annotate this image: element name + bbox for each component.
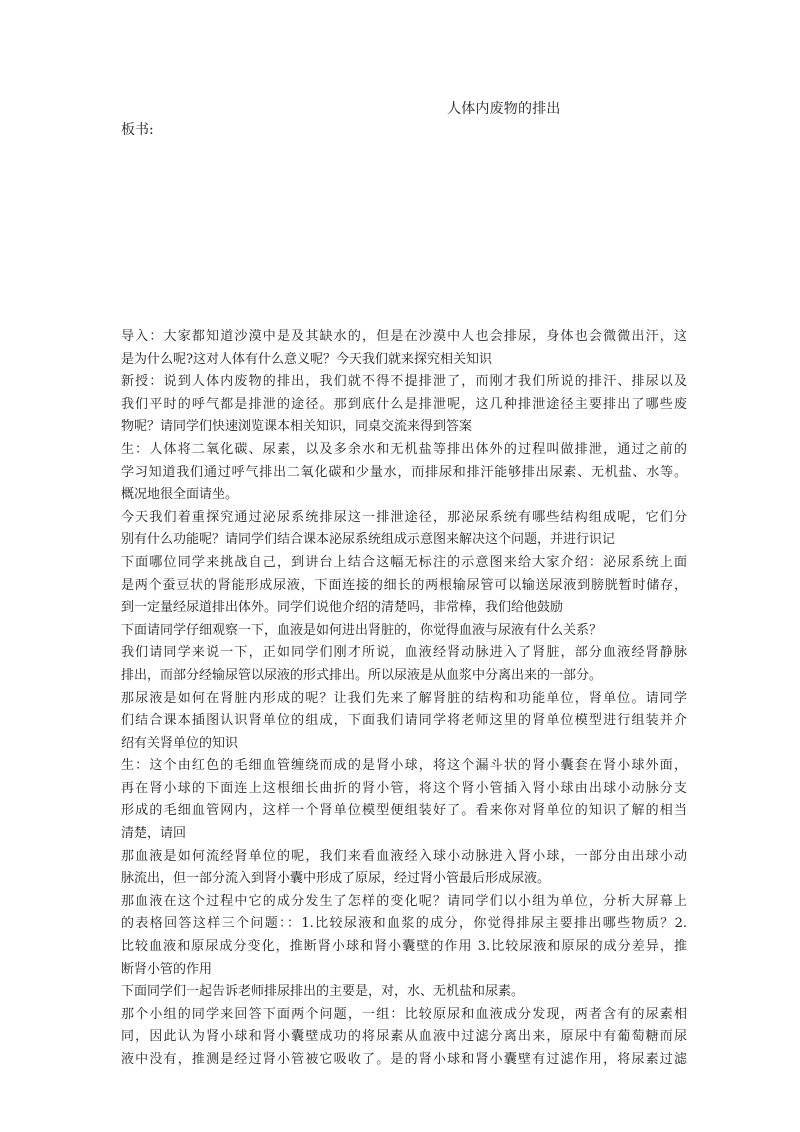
text-line: 液中没有，推测是经过肾小管被它吸收了。是的肾小球和肾小囊壁有过滤作用，将尿素过滤: [121, 1052, 687, 1067]
text-line: 生：人体将二氧化碳、尿素，以及多余水和无机盐等排出体外的过程叫做排泄，通过之前的: [121, 441, 687, 457]
text-line: 那血液是如何流经肾单位的呢，我们来看血液经入球小动脉进入肾小球，一部分由出球小动: [121, 848, 687, 864]
text-line: 导入：大家都知道沙漠中是及其缺水的，但是在沙漠中人也会排尿，身体也会微微出汗，这: [121, 329, 687, 344]
text-line: 下面同学们一起告诉老师排尿排出的主要是，对，水、无机盐和尿素。: [121, 984, 525, 1000]
body-text: [121, 326, 687, 1072]
text-line: 形成的毛细血管网内，这样一个肾单位模型便组装好了。看来你对肾单位的知识了解的相当: [121, 803, 687, 819]
text-line: 那个小组的同学来回答下面两个问题，一组：比较原尿和血液成分发现，两者含有的尿素相: [121, 1006, 687, 1022]
text-line: 那血液在这个过程中它的成分发生了怎样的变化呢？请同学们以小组为单位，分析大屏幕上: [121, 893, 687, 909]
text-line: 学习知道我们通过呼气排出二氧化碳和少量水，而排尿和排汗能够排出尿素、无机盐、水等。: [121, 464, 687, 480]
text-line: 那尿液是如何在肾脏内形成的呢？让我们先来了解肾脏的结构和功能单位，肾单位。请同学: [121, 690, 687, 706]
text-line: 我们平时的呼气都是排泄的途径。那到底什么是排泄呢，这几种排泄途径主要排出了哪些废: [121, 396, 687, 412]
text-line: 同，因此认为肾小球和肾小囊壁成功的将尿素从血液中过滤分离出来，原尿中有葡萄糖而尿: [121, 1029, 687, 1045]
text-line: 今天我们着重探究通过泌尿系统排尿这一排泄途径，那泌尿系统有哪些结构组成呢，它们分: [121, 509, 687, 525]
text-line: 概况地很全面请坐。: [121, 487, 239, 503]
text-line: 脉流出，但一部分流入到肾小囊中形成了原尿，经过肾小管最后形成尿液。: [121, 871, 551, 887]
text-line: 断肾小管的作用: [121, 961, 213, 977]
text-line: 物呢？请同学们快速浏览课本相关知识，同桌交流来得到答案: [121, 419, 473, 435]
text-line: 是两个蚕豆状的肾能形成尿液，下面连接的细长的两根输尿管可以输送尿液到膀胱暂时储存，: [121, 577, 687, 593]
text-line: 比较血液和原尿成分变化，推断肾小球和肾小囊壁的作用 3.比较尿液和原尿的成分差异，推: [121, 939, 687, 955]
text-line: 们结合课本插图认识肾单位的组成，下面我们请同学将老师这里的肾单位模型进行组装并介: [121, 713, 687, 729]
text-line: 清楚，请回: [121, 826, 187, 842]
text-line: 下面请同学仔细观察一下，血液是如何进出肾脏的，你觉得血液与尿液有什么关系？: [121, 622, 603, 638]
text-line: 再在肾小球的下面连上这根细长曲折的肾小管，将这个肾小管插入肾小球由出球小动脉分支: [121, 780, 687, 796]
text-line: 排出，而部分经输尿管以尿液的形式排出。所以尿液是从血浆中分离出来的一部分。: [121, 667, 603, 683]
text-line: 到一定量经尿道排出体外。同学们说他介绍的清楚吗，非常棒，我们给他鼓励: [121, 600, 564, 616]
text-line: 绍有关肾单位的知识: [121, 735, 239, 751]
text-line: 的表格回答这样三个问题：：1.比较尿液和血浆的成分，你觉得排尿主要排出哪些物质？2.: [121, 916, 687, 932]
text-line: 别有什么功能呢？请同学们结合课本泌尿系统组成示意图来解决这个问题，并进行识记: [121, 532, 616, 548]
text-line: 我们请同学来说一下，正如同学们刚才所说，血液经肾动脉进入了肾脏，部分血液经肾静脉: [121, 645, 687, 661]
text-line: 生：这个由红色的毛细血管缠绕而成的是肾小球，将这个漏斗状的肾小囊套在肾小球外面，: [121, 758, 687, 774]
document-title: 人体内废物的排出: [447, 101, 561, 117]
text-line: 新授：说到人体内废物的排出，我们就不得不提排泄了，而刚才我们所说的排汗、排尿以及: [121, 374, 687, 390]
board-notes-label: 板书:: [121, 122, 154, 138]
text-line: 下面哪位同学来挑战自己，到讲台上结合这幅无标注的示意图来给大家介绍：泌尿系统上面: [121, 554, 687, 570]
text-line: 是为什么呢?这对人体有什么意义呢？今天我们就来探究相关知识: [121, 351, 492, 367]
